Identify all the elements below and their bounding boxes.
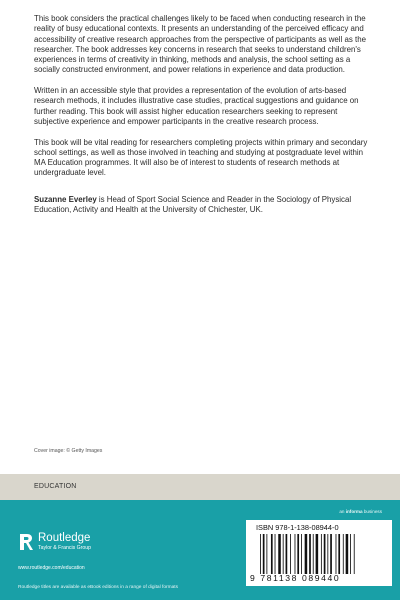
author-bio-text: is Head of Sport Social Science and Reader in the Sociology of Physical Education, Activity and Health at the University of Chichester, UK. <box>34 194 352 215</box>
publisher-subtitle: Taylor & Francis Group <box>38 544 92 551</box>
barcode-bars <box>260 534 380 574</box>
barcode-bar <box>346 534 349 574</box>
informa-prefix: an <box>339 509 346 514</box>
barcode-bar <box>301 534 302 574</box>
author-bio <box>34 195 370 216</box>
informa-brand: informa <box>345 509 363 514</box>
barcode-bar <box>260 534 261 574</box>
description-paragraph-1: This book considers the practical challenges likely to be faced when conducting research in the reality of busy educational contexts. It presents an understanding of the perceived efficacy and accessibility of creative research approaches from the perspective of participants as well as the researcher. The book addresses key concerns in research that seeks to understand children's experiences in terms of creativity in thinking, methods and analysis, the school setting as a socially constructed environment, and power relations in experience and data production. <box>34 14 367 75</box>
author-name: Suzanne Everley <box>34 194 97 204</box>
barcode-bar <box>338 534 340 574</box>
ebook-note: Routledge titles are available as eBook editions in a range of digital formats <box>18 585 178 590</box>
barcode-bar <box>330 534 332 574</box>
publisher-url: www.routledge.com/education <box>18 565 85 571</box>
barcode-bar <box>278 534 281 574</box>
barcode-bar <box>324 534 326 574</box>
category-band <box>0 474 400 500</box>
barcode-bar <box>321 534 322 574</box>
barcode-bar <box>327 534 328 574</box>
barcode-bar <box>354 534 355 574</box>
publisher-name: Routledge <box>38 532 91 545</box>
barcode-digits: 9 781138 089440 <box>250 573 341 583</box>
barcode-bar <box>275 534 276 574</box>
barcode-bar <box>343 534 344 574</box>
description-paragraph-2: Written in an accessible style that provides a representation of the evolution of arts-based research methods, it includes illustrative case studies, practical suggestions and guidance on further reading. This book will assist higher education researchers seeking to represent subjective experience and empower participants in the creative research process. <box>34 86 359 126</box>
barcode-bar <box>271 534 273 574</box>
back-cover-description <box>34 14 370 226</box>
barcode-bar <box>290 534 291 574</box>
barcode-bar <box>286 534 288 574</box>
publisher-footer <box>0 500 400 600</box>
barcode-bar <box>313 534 314 574</box>
barcode-bar <box>297 534 299 574</box>
cover-image-credit: Cover image: © Getty Images <box>34 448 103 454</box>
isbn-label: ISBN 978-1-138-08944-0 <box>256 523 339 532</box>
routledge-logo-icon <box>18 532 34 552</box>
barcode-bar <box>316 534 319 574</box>
barcode-bar <box>336 534 337 574</box>
informa-suffix: business <box>362 509 382 514</box>
barcode-bar <box>305 534 308 574</box>
barcode-bar <box>309 534 311 574</box>
barcode-bar <box>295 534 296 574</box>
barcode-bar <box>350 534 351 574</box>
informa-business-note <box>339 509 382 514</box>
description-paragraph-3: This book will be vital reading for researchers completing projects within primary and secondary school settings, as well as those involved in teaching and studying at postgraduate level within MA Education programmes. It will also be of interest to students of research methods at undergraduate level. <box>34 137 368 178</box>
barcode-bar <box>283 534 284 574</box>
routledge-logo <box>18 532 91 552</box>
category-label: EDUCATION <box>34 483 77 490</box>
barcode-bar <box>263 534 265 574</box>
barcode-panel <box>246 520 392 586</box>
barcode-bar <box>266 534 267 574</box>
